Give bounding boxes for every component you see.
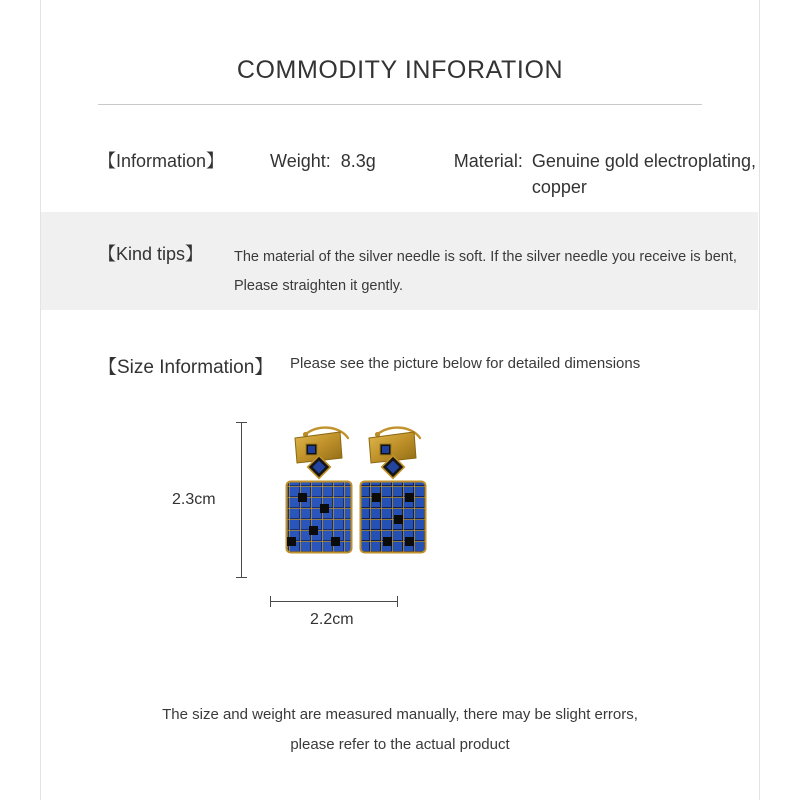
footer-disclaimer xyxy=(0,700,800,760)
information-row xyxy=(98,148,788,200)
weight-label: Weight: xyxy=(270,151,331,171)
footer-line-2: please refer to the actual product xyxy=(290,736,510,753)
page-title: COMMODITY INFORATION xyxy=(236,56,564,84)
material-label: Material: xyxy=(453,151,523,171)
height-ruler-line xyxy=(241,422,242,577)
height-ruler-cap-top xyxy=(236,422,247,423)
material-value: Genuine gold electroplating, copper xyxy=(531,151,756,197)
information-label: 【Information】 xyxy=(98,151,225,171)
earring-left xyxy=(286,428,352,553)
left-edge-divider xyxy=(40,0,41,800)
kind-tips-line-2: Please straighten it gently. xyxy=(234,278,403,294)
height-measure-label: 2.3cm xyxy=(172,491,216,508)
title-divider xyxy=(98,104,702,105)
size-information-note: Please see the picture below for detailed dimensions xyxy=(290,355,641,372)
size-information-label: 【Size Information】 xyxy=(98,357,274,378)
product-image xyxy=(278,420,458,580)
earring-right xyxy=(360,428,426,553)
weight-value: 8.3g xyxy=(340,151,376,171)
width-measure-label: 2.2cm xyxy=(310,611,354,628)
width-ruler-line xyxy=(270,601,397,602)
right-edge-divider xyxy=(759,0,760,800)
height-ruler-cap-bottom xyxy=(236,577,247,578)
kind-tips-label: 【Kind tips】 xyxy=(98,244,204,264)
kind-tips-text xyxy=(234,243,754,301)
kind-tips-line-1: The material of the silver needle is soft. If the silver needle you receive is bent, xyxy=(234,249,737,265)
material-block xyxy=(454,148,782,200)
size-diagram xyxy=(160,412,560,642)
width-ruler-cap-right xyxy=(397,596,398,607)
width-ruler-cap-left xyxy=(270,596,271,607)
footer-line-1: The size and weight are measured manually, there may be slight errors, xyxy=(162,706,638,723)
